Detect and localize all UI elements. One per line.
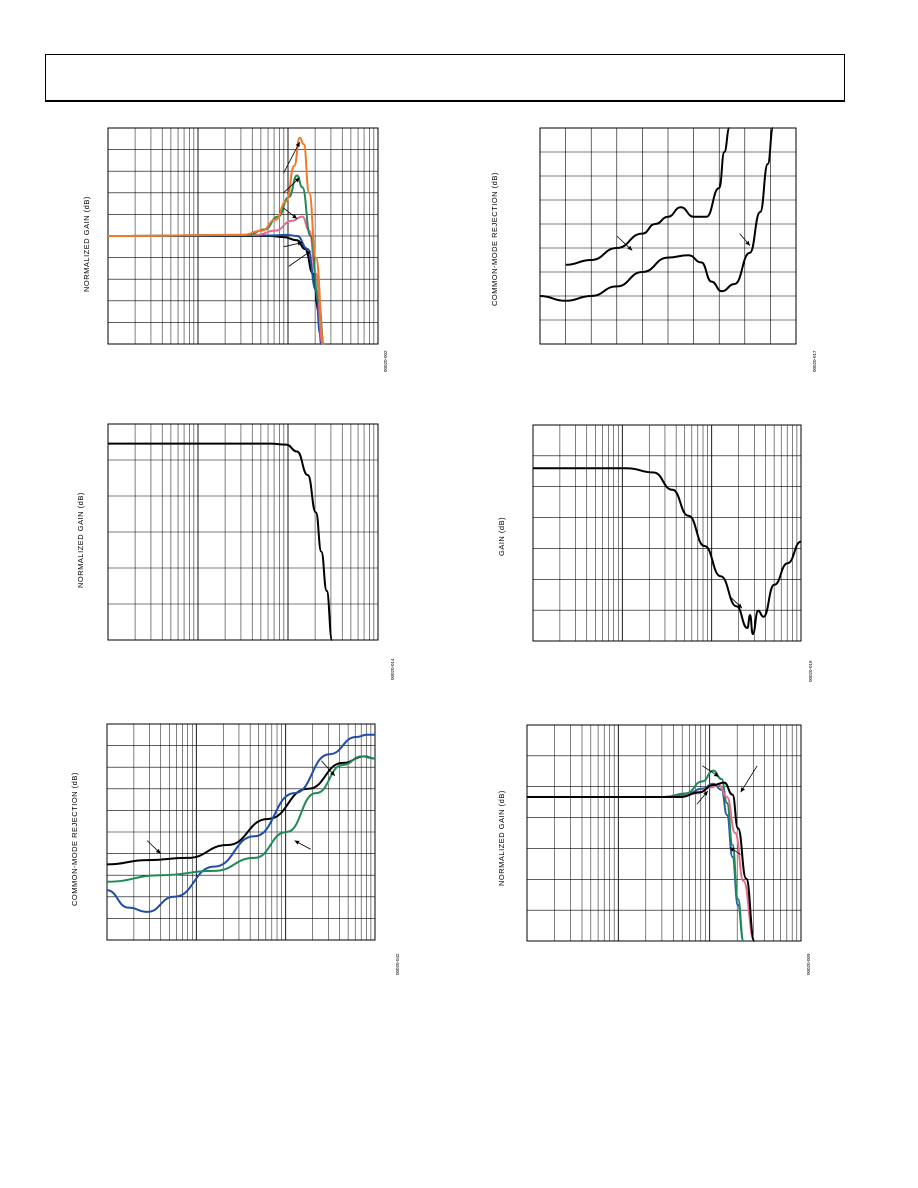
chart-6-series-3-line: [527, 785, 754, 941]
chart-3: [108, 424, 378, 640]
chart-1-series-1-line: [108, 236, 321, 344]
arrow-head: [292, 214, 297, 219]
chart-5: [107, 724, 375, 940]
chart-1-plot: [108, 128, 378, 344]
chart-3-ylabel: NORMALIZED GAIN (dB): [76, 492, 85, 588]
chart-5-series-2-line: [107, 735, 375, 912]
chart-4-figure-id: 00020-018: [808, 660, 813, 682]
chart-6-plot: [527, 725, 801, 941]
chart-2-series-1-line: [566, 128, 730, 265]
chart-6-annotation-arrow: [741, 766, 757, 792]
chart-1-series-4-line: [108, 176, 324, 345]
chart-5-ylabel: COMMON-MODE REJECTION (dB): [70, 772, 79, 906]
chart-5-plot: [107, 724, 375, 940]
plot-frame: [527, 725, 801, 941]
chart-6-figure-id: 00020-009: [806, 953, 811, 975]
chart-1-ylabel: NORMALIZED GAIN (dB): [82, 196, 91, 292]
chart-1-annotation-arrow: [289, 251, 311, 266]
chart-1-series-2-line: [108, 235, 321, 344]
chart-6: [527, 725, 801, 941]
arrow-shaft: [741, 766, 757, 792]
chart-2-ylabel: COMMON-MODE REJECTION (dB): [490, 172, 499, 306]
chart-1-series-5-line: [108, 138, 324, 344]
chart-6-series-1-line: [527, 784, 744, 941]
chart-4-ylabel: GAIN (dB): [497, 516, 506, 556]
chart-1-figure-id: 00020-002: [383, 350, 388, 372]
plot-frame: [533, 425, 801, 641]
chart-6-ylabel: NORMALIZED GAIN (dB): [497, 790, 506, 886]
chart-3-plot: [108, 424, 378, 640]
chart-4-series-1-line: [533, 468, 801, 634]
chart-5-annotation-arrow: [147, 841, 160, 854]
chart-2-series-2-line: [540, 128, 773, 301]
chart-1-annotation-arrow: [284, 241, 303, 246]
chart-1: [108, 128, 378, 344]
chart-6-series-4-line: [527, 783, 754, 941]
chart-5-annotation-arrow: [295, 841, 311, 850]
chart-4-plot: [533, 425, 801, 641]
chart-3-figure-id: 00020-014: [390, 658, 395, 680]
chart-5-series-3-line: [107, 756, 375, 881]
chart-5-figure-id: 00020-042: [395, 953, 400, 975]
chart-3-series-1-line: [108, 444, 332, 640]
chart-1-annotation-arrow: [284, 208, 298, 219]
chart-4: [533, 425, 801, 641]
chart-6-annotation-arrow: [702, 766, 718, 777]
page-header-box: [45, 54, 845, 102]
arrow-head: [741, 787, 745, 792]
chart-2: [540, 128, 796, 344]
chart-2-plot: [540, 128, 796, 344]
chart-2-figure-id: 00020-017: [812, 350, 817, 372]
